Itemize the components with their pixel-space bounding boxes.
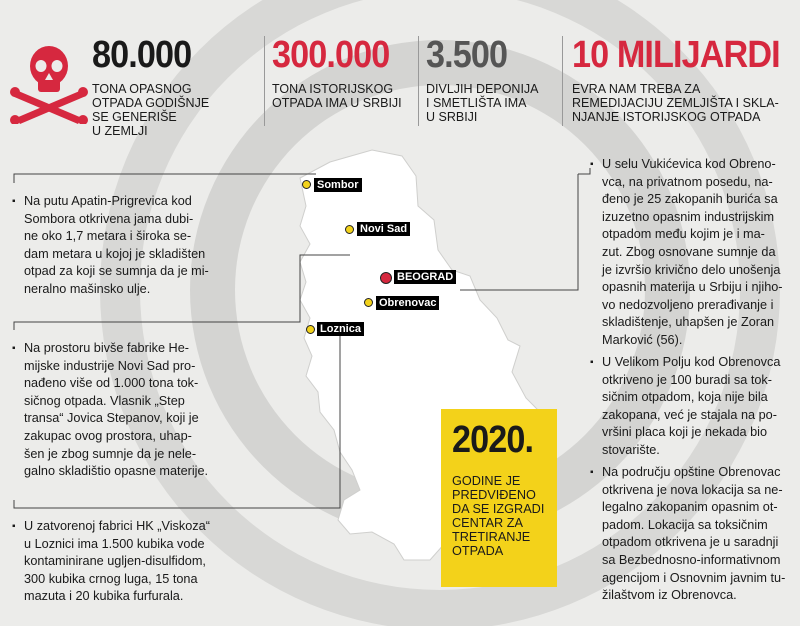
- city-label-sombor: Sombor: [314, 178, 362, 192]
- highlight-year: 2020.: [452, 419, 534, 461]
- city-label-obrenovac: Obrenovac: [376, 296, 439, 310]
- city-dot-obrenovac: [364, 298, 373, 307]
- city-dot-beograd: [380, 272, 392, 284]
- city-label-loznica: Loznica: [317, 322, 364, 336]
- stat-historic-waste: [272, 36, 402, 110]
- city-dot-loznica: [306, 325, 315, 334]
- stat-caption: TONA ISTORIJSKOG OTPADA IMA U SRBIJI: [272, 82, 402, 110]
- stat-hazardous-waste: [92, 36, 209, 138]
- stat-value: 300.000: [272, 34, 390, 76]
- stat-value: 80.000: [92, 34, 192, 76]
- note-novi-sad: ▪ Na prostoru bivše fabrike He- mijske industrije Novi Sad pro- nađeno više od 1.000 tona tok- sičnog otpada. Vlasnik „Step transa“ Jovica Stepanov, koji je zakupac ovog prostora, uhap- šen je zbog sumnje da je nele- galno skladištio opasne materije.: [12, 340, 302, 481]
- note-veliko-polje: ▪ U Velikom Polju kod Obrenovca otkriveno je 100 buradi sa tok- sičnim otpadom, koja nije bila zakopana, već je stajala na po- vršini placa koji je nekada bio stovarište.: [590, 354, 795, 460]
- city-label-beograd: BEOGRAD: [394, 270, 456, 284]
- city-dot-novi-sad: [345, 225, 354, 234]
- divider: [418, 36, 419, 126]
- divider: [562, 36, 563, 126]
- note-obrenovac: ▪ Na području opštine Obrenovac otkrivena je nova lokacija sa ne- legalno zakopanim opasnim ot- padom. Lokacija sa toksičnim otpadom otkrivena je u saradnji sa Bezbednosno-informativnom agencijom i Osnovnim javnim tu- žilaštvom iz Obrenovca.: [590, 464, 795, 605]
- city-dot-sombor: [302, 180, 311, 189]
- note-sombor: ▪ Na putu Apatin-Prigrevica kod Sombora otkrivena jama dubi- ne oko 1,7 metara i široka se- dam metara u kojoj je skladišten otpad za koji se sumnja da je mi- neralno mašinsko ulje.: [12, 193, 302, 299]
- note-loznica: ▪ U zatvorenoj fabrici HK „Viskoza“ u Loznici ima 1.500 kubika vode kontaminirane ugljen-disulfidom, 300 kubika crnog luga, 15 tona mazuta i 20 kubika furfurala.: [12, 518, 312, 606]
- highlight-box-2020: [441, 409, 557, 587]
- stat-caption: DIVLJIH DEPONIJA I SMETLIŠTA IMA U SRBIJI: [426, 82, 539, 124]
- skull-crossbones-icon: [10, 40, 88, 124]
- stat-caption: EVRA NAM TREBA ZA REMEDIJACIJU ZEMLJIŠTA I SKLA- NJANJE ISTORIJSKOG OTPADA: [572, 82, 779, 124]
- highlight-text: GODINE JE PREDVIĐENO DA SE IZGRADI CENTAR ZA TRETIRANJE OTPADA: [452, 474, 545, 558]
- note-vukicevica: ▪ U selu Vukićevica kod Obreno- vca, na privatnom posedu, na- đeno je 25 zakopanih burića sa izuzetno opasnim industrijskim otpadom među kojim je i ma- zut. Zbog osnovane sumnje da je izvršio krivično delo unošenja opasnih materija u Srbiju i njiho- vo nedozvoljeno prerađivanje i skladištenje, uhapšen je Zoran Marković (56).: [590, 156, 795, 350]
- stat-value: 3.500: [426, 34, 508, 76]
- stat-illegal-dumps: [426, 36, 539, 124]
- divider: [264, 36, 265, 126]
- stat-caption: TONA OPASNOG OTPADA GODIŠNJE SE GENERIŠE U ZEMLJI: [92, 82, 210, 138]
- stat-remediation-cost: [572, 36, 800, 124]
- city-label-novi-sad: Novi Sad: [357, 222, 410, 236]
- stat-value: 10 MILIJARDI: [572, 34, 780, 76]
